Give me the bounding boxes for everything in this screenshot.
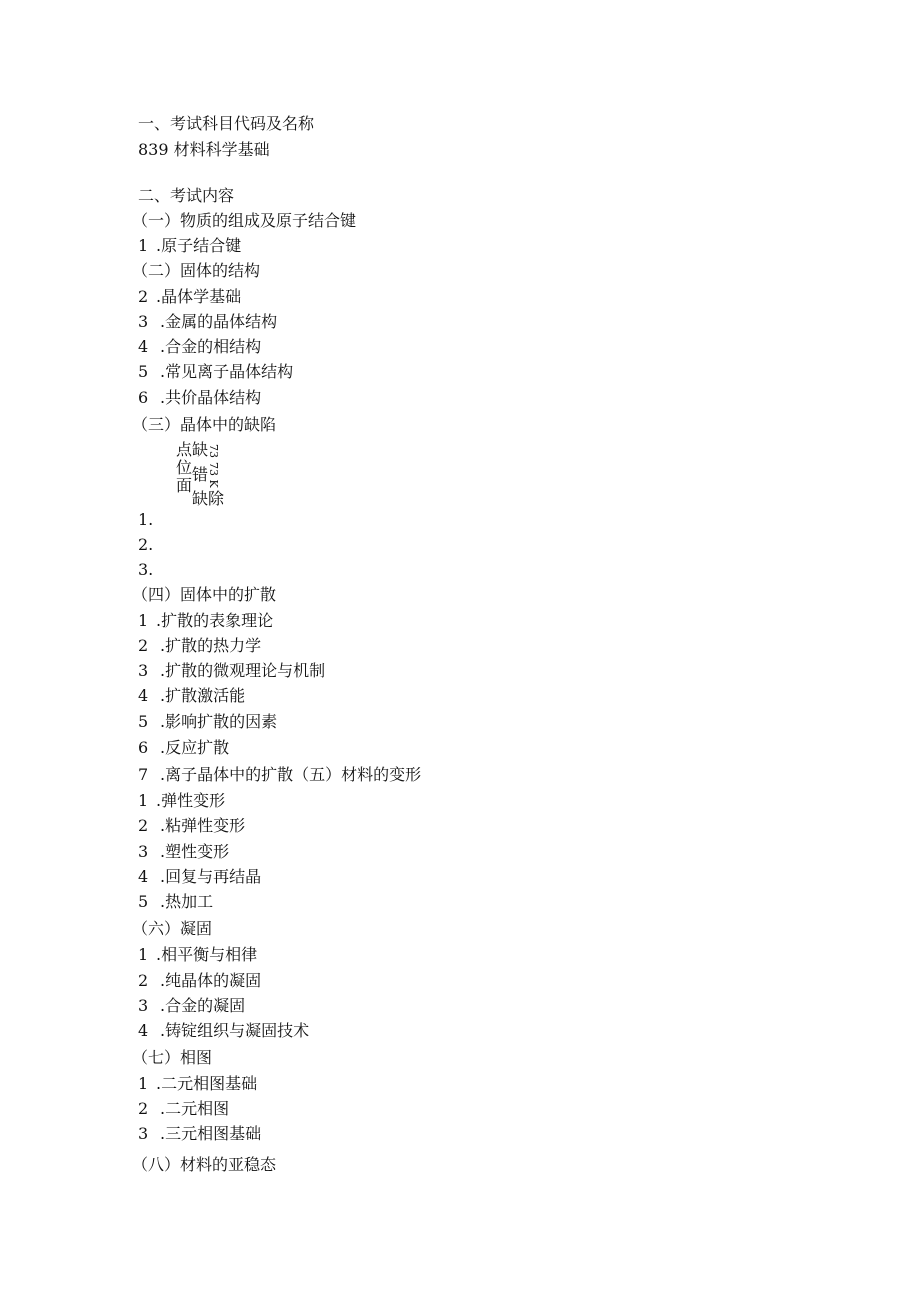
list-item: 3 .合金的凝固: [138, 996, 246, 1015]
list-item: 6 .反应扩散: [138, 738, 230, 757]
list-item: 2 .扩散的热力学: [138, 636, 262, 655]
list-item: 1 .弹性变形: [138, 791, 226, 810]
defect-text-surface: 面: [176, 476, 193, 495]
list-item: 2 .二元相图: [138, 1099, 230, 1118]
section-heading: （三）晶体中的缺陷: [132, 415, 277, 434]
list-item: 2 .晶体学基础: [138, 287, 242, 306]
list-item: 1 .二元相图基础: [138, 1074, 258, 1093]
list-item: 2 .粘弹性变形: [138, 816, 246, 835]
list-item: 1 .扩散的表象理论: [138, 611, 274, 630]
defect-glyph-b: 73 K: [207, 462, 220, 488]
section-heading: （一）物质的组成及原子结合键: [132, 211, 357, 230]
list-item: 2 .纯晶体的凝固: [138, 971, 262, 990]
defect-glyph-a: 73: [207, 444, 220, 458]
section-heading: （七）相图: [132, 1048, 213, 1067]
section-heading: （六）凝固: [132, 919, 213, 938]
list-item: 3 .塑性变形: [138, 842, 230, 861]
exam-code-name: 839 材料科学基础: [138, 140, 270, 159]
list-item: 3 .三元相图基础: [138, 1124, 262, 1143]
defect-text-point: 点缺: [176, 440, 209, 459]
list-item: 7 .离子晶体中的扩散（五）材料的变形: [138, 765, 422, 784]
section-heading: （四）固体中的扩散: [132, 585, 277, 604]
list-item: 1 .相平衡与相律: [138, 945, 258, 964]
defect-text-dislocation: 位: [176, 458, 193, 477]
heading-exam-code: 一、考试科目代码及名称: [138, 114, 315, 133]
defect-text-surface-cont: 缺除: [192, 489, 225, 508]
list-item: 6 .共价晶体结构: [138, 388, 262, 407]
list-item: 1.: [138, 510, 154, 529]
list-item: 5 .常见离子晶体结构: [138, 362, 294, 381]
list-item: 5 .热加工: [138, 892, 214, 911]
section-heading: （二）固体的结构: [132, 261, 261, 280]
list-item: 3 .金属的晶体结构: [138, 312, 278, 331]
list-item: 4 .合金的相结构: [138, 337, 262, 356]
list-item: 4 .铸锭组织与凝固技术: [138, 1021, 310, 1040]
list-item: 4 .扩散激活能: [138, 686, 246, 705]
list-item: 3.: [138, 560, 154, 579]
defect-text-dislocation-cont: 错: [192, 465, 209, 484]
list-item: 2.: [138, 535, 154, 554]
list-item: 4 .回复与再结晶: [138, 867, 262, 886]
list-item: 1 .原子结合键: [138, 236, 242, 255]
list-item: 3 .扩散的微观理论与机制: [138, 661, 326, 680]
heading-exam-content: 二、考试内容: [138, 186, 235, 205]
list-item: 5 .影响扩散的因素: [138, 712, 278, 731]
section-heading: （八）材料的亚稳态: [132, 1155, 277, 1174]
